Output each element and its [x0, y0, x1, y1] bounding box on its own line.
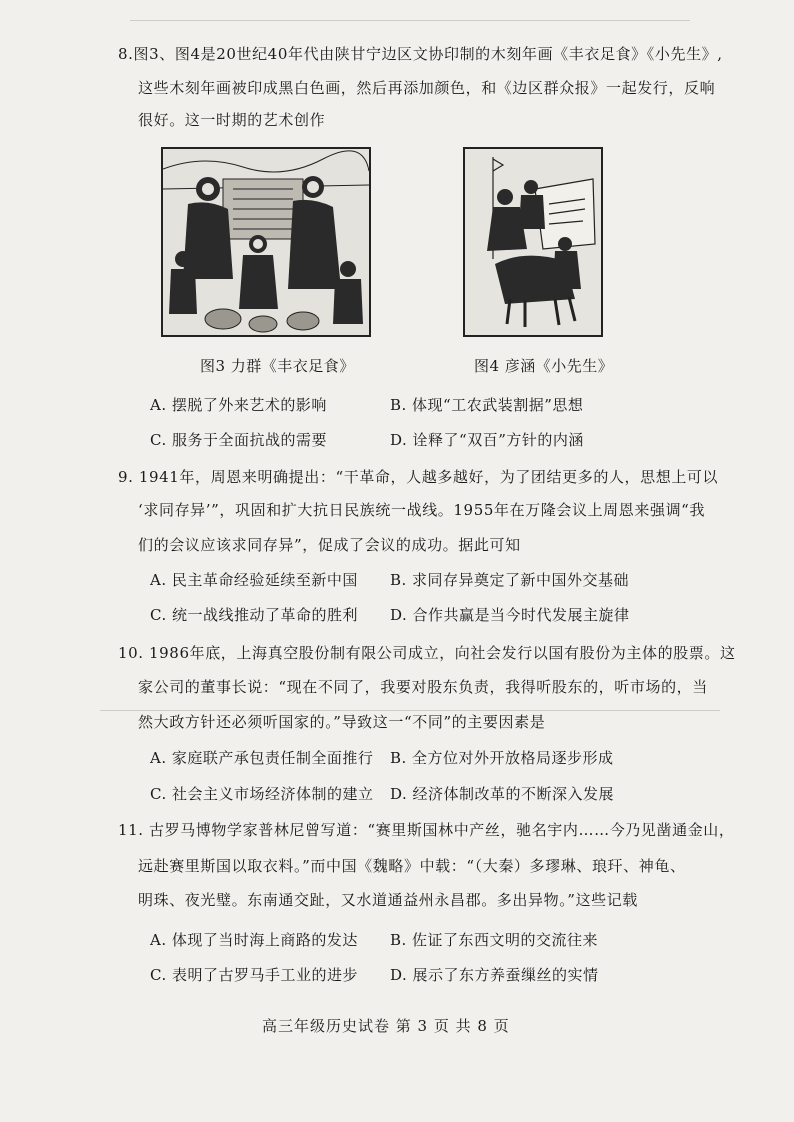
- q10-stem-line-3: 然大政方针还必须听国家的。”导致这一“不同”的主要因素是: [138, 713, 546, 731]
- q8-option-b[interactable]: B. 体现“工农武装割据”思想: [390, 396, 584, 414]
- q10-option-c[interactable]: C. 社会主义市场经济体制的建立: [150, 785, 374, 803]
- figure-3-caption: 图3 力群《丰衣足食》: [200, 357, 355, 375]
- q10-stem-line-1: 10. 1986年底，上海真空股份制有限公司成立，向社会发行以国有股份为主体的股票。这: [118, 644, 736, 662]
- page-footer: 高三年级历史试卷 第 3 页 共 8 页: [262, 1017, 510, 1035]
- q8-stem-line-3: 很好。这一时期的艺术创作: [138, 111, 326, 129]
- q11-option-b[interactable]: B. 佐证了东西文明的交流往来: [390, 931, 599, 949]
- q11-stem-line-3: 明珠、夜光璧。东南通交趾，又水道通益州永昌郡。多出异物。”这些记载: [138, 891, 638, 909]
- q10-option-b[interactable]: B. 全方位对外开放格局逐步形成: [390, 749, 614, 767]
- q8-option-c[interactable]: C. 服务于全面抗战的需要: [150, 431, 327, 449]
- figure-4-woodcut-image: [463, 147, 603, 337]
- woodcut-little-teacher-illustration: [465, 149, 601, 335]
- q9-stem-line-2: ‘求同存异’”，巩固和扩大抗日民族统一战线。1955年在万隆会议上周恩来强调“我: [138, 501, 706, 519]
- q11-option-d[interactable]: D. 展示了东方养蚕缫丝的实情: [390, 966, 599, 984]
- q10-stem-line-2: 家公司的董事长说：“现在不同了，我要对股东负责，我得听股东的，听市场的，当: [138, 678, 708, 696]
- figure-3-woodcut-image: [161, 147, 371, 337]
- q10-option-d[interactable]: D. 经济体制改革的不断深入发展: [390, 785, 615, 803]
- scan-artifact: [100, 710, 720, 711]
- q11-option-a[interactable]: A. 体现了当时海上商路的发达: [150, 931, 358, 949]
- q8-option-d[interactable]: D. 诠释了“双百”方针的内涵: [390, 431, 584, 449]
- q9-stem-line-3: 们的会议应该求同存异”，促成了会议的成功。据此可知: [138, 536, 521, 554]
- q9-stem-line-1: 9. 1941年，周恩来明确提出：“干革命，人越多越好，为了团结更多的人，思想上可以: [118, 468, 719, 486]
- q8-stem-line-1: 8.图3、图4是20世纪40年代由陕甘宁边区文协印制的木刻年画《丰衣足食》《小先生》,: [118, 45, 723, 63]
- q9-option-a[interactable]: A. 民主革命经验延续至新中国: [150, 571, 358, 589]
- q9-option-c[interactable]: C. 统一战线推动了革命的胜利: [150, 606, 358, 624]
- q10-option-a[interactable]: A. 家庭联产承包责任制全面推行: [150, 749, 374, 767]
- q9-option-d[interactable]: D. 合作共赢是当今时代发展主旋律: [390, 606, 630, 624]
- woodcut-family-harvest-illustration: [163, 149, 369, 335]
- scan-artifact: [130, 20, 690, 21]
- q11-stem-line-1: 11. 古罗马博物学家普林尼曾写道：“赛里斯国林中产丝，驰名宇内……今乃见凿通金山，: [118, 821, 735, 839]
- q8-option-a[interactable]: A. 摆脱了外来艺术的影响: [150, 396, 327, 414]
- q11-stem-line-2: 远赴赛里斯国以取衣料。”而中国《魏略》中载：“（大秦）多璆琳、琅玕、神龟、: [138, 857, 686, 875]
- figure-4-caption: 图4 彦涵《小先生》: [474, 357, 614, 375]
- q8-stem-line-2: 这些木刻年画被印成黑白色画，然后再添加颜色，和《边区群众报》一起发行，反响: [138, 79, 716, 97]
- q9-option-b[interactable]: B. 求同存异奠定了新中国外交基础: [390, 571, 630, 589]
- q11-option-c[interactable]: C. 表明了古罗马手工业的进步: [150, 966, 358, 984]
